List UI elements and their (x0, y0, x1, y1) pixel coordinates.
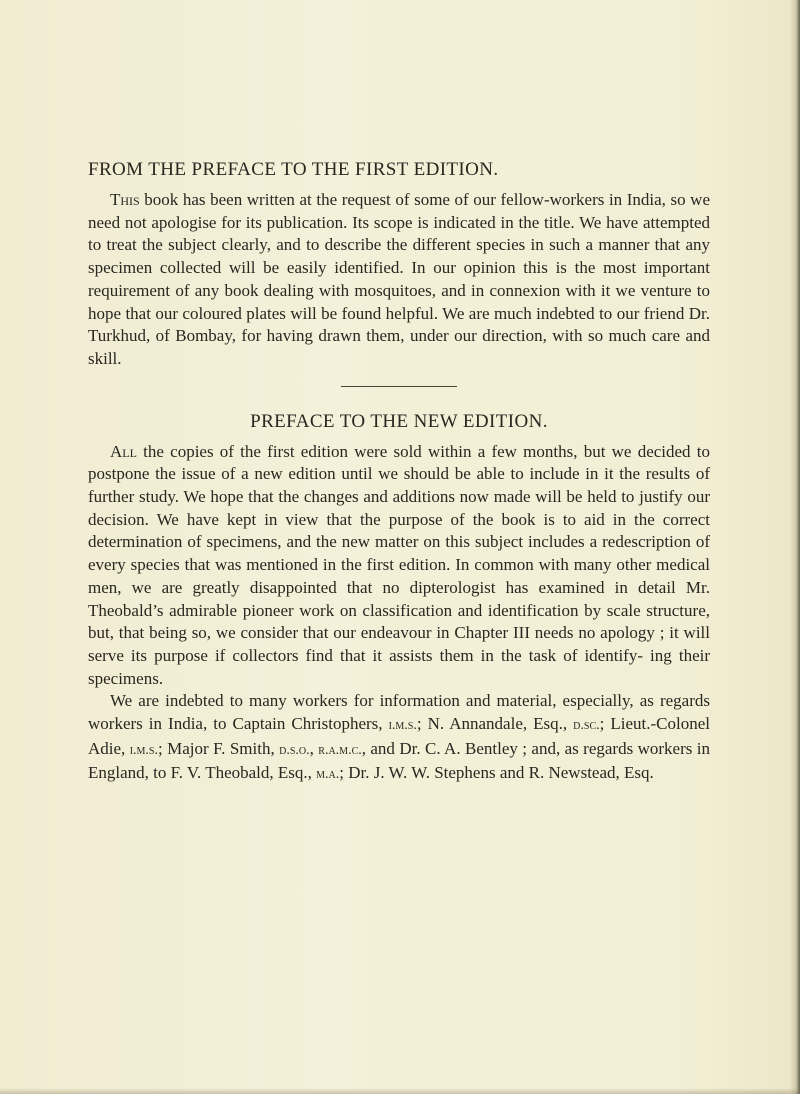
ack-text: ; Lieut.-Colonel Adie, (88, 714, 710, 758)
degree-abbrev: i.m.s. (388, 718, 417, 734)
new-edition-preface-heading: PREFACE TO THE NEW EDITION. (250, 410, 548, 432)
new-edition-preface-paragraph (88, 441, 710, 691)
ack-text: We are indebted to many workers for information and material, especially, as regards workers in India, to Captain Christophers, (88, 691, 710, 734)
ack-text: , and Dr. C. A. Bentley ; and, as regards workers in England, to F. V. Theobald, Esq., (88, 738, 710, 783)
degree-abbrev: m.a. (316, 767, 340, 783)
paragraph-text: book has been written at the request of some of our fellow-workers in India, so we need not apologise for its publication. Its scope is indicated in the title. We have attempted to treat the subject clearly, and to describe the different species in such a manner that any specimen collected will be easily identified. In our opinion this is the most important requirement of any book dealing with mosquitoes, and in connexion with it we venture to hope that our coloured plates will be found helpful. We are much indebted to our friend Dr. Turkhud, of Bombay, for having drawn them, under our direction, with so much care and skill. (88, 190, 710, 368)
degree-abbrev: d.s.o. (279, 742, 310, 758)
drop-word: This (110, 190, 140, 209)
ack-text: ; Dr. J. W. W. Stephens and R. Newstead, Esq. (339, 763, 654, 783)
first-edition-preface-heading: FROM THE PREFACE TO THE FIRST EDITION. (88, 159, 499, 180)
drop-word: All (110, 441, 137, 461)
ack-text: ; N. Annandale, Esq., (416, 714, 574, 734)
page-bottom-shadow (0, 1088, 800, 1094)
page-content (88, 157, 710, 787)
paragraph-text: the copies of the first edition were sold within a few months, but we decided to postpone the issue of a new edition until we should be able to include in it the results of further study. We hope that the changes and additions now made will be held to justify our decision. We have kept in view that the purpose of the book is to aid in the correct determination of specimens, and the new matter on this subject includes a redescription of every species that was mentioned in the first edition. In common with many other medical men, we are greatly disappointed that no dipterologist has examined in detail Mr. Theobald’s admirable pioneer work on classification and identification by scale structure, but, that being so, we consider that our endeavour in Chapter III needs no apology ; it will serve its purpose if collectors find that it assists them in the task of identify- ing their specimens. (88, 441, 710, 688)
acknowledgements-paragraph (88, 690, 710, 787)
section-divider (341, 386, 457, 387)
first-edition-preface-paragraph (88, 189, 710, 371)
degree-abbrev: d.sc. (573, 718, 600, 734)
page-edge-shadow (790, 0, 800, 1094)
ack-text: ; Major F. Smith, (158, 738, 280, 758)
ack-text: , (309, 738, 319, 758)
degree-abbrev: i.m.s. (129, 742, 158, 758)
degree-abbrev: r.a.m.c. (318, 742, 362, 758)
